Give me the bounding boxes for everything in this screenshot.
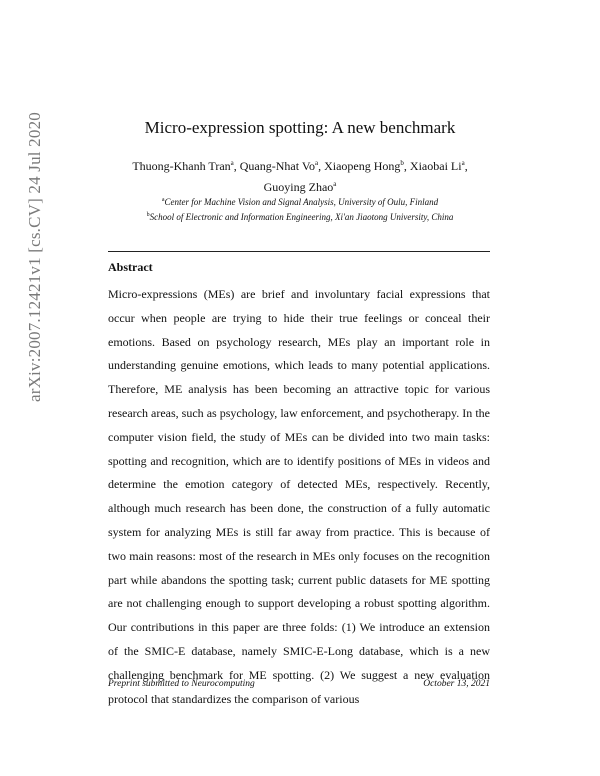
divider (108, 251, 490, 252)
author-name: Xiaopeng Hong (324, 159, 401, 173)
affiliation-mark: a (230, 159, 234, 167)
author-name: Xiaobai Li (409, 159, 462, 173)
arxiv-sidebar (12, 112, 44, 592)
affiliation-mark: a (461, 159, 465, 167)
footer-date: October 13, 2021 (423, 679, 490, 689)
affiliation-mark: b (146, 212, 150, 218)
author-name: Thuong-Khanh Tran (132, 159, 231, 173)
author-list: Thuong-Khanh Tran$^a$, Quang-Nhat Vo$^a$, Xiaopeng Hong$^b$, Xiaobai Li$^a$, Guoying Zhao$^a$ (132, 159, 468, 194)
author-name: Guoying Zhao (263, 180, 334, 194)
author-name: Quang-Nhat Vo (239, 159, 315, 173)
affiliation-text: School of Electronic and Information Engineering, Xi'an Jiaotong University, China (149, 212, 454, 222)
affiliation (60, 209, 540, 224)
affiliation-list (60, 194, 540, 224)
footer-submission: Preprint submitted to Neurocomputing (108, 679, 255, 689)
arxiv-identifier: arXiv:2007.12421v1 [cs.CV] 24 Jul 2020 (25, 112, 44, 402)
paper-title: Micro-expression spotting: A new benchmark (144, 118, 456, 137)
abstract-text: Micro-expressions (MEs) are brief and involuntary facial expressions that occur when people are trying to hide their true feelings or conceal their emotions. Based on psychology research, MEs play an important role in understanding genuine emotions, which leads to many potential applications. Therefore, ME analysis has been becoming an attractive topic for various research areas, such as psychology, law enforcement, and psychotherapy. In the computer vision field, the study of MEs can be divided into two main tasks: spotting and recognition, which are to identify positions of MEs in videos and determine the emotion category of detected MEs, respectively. Recently, although much research has been done, the construction of a fully automatic system for analyzing MEs is still far away from practice. This is because of two main reasons: most of the research in MEs only focuses on the recognition part while abandons the spotting task; current public datasets for ME spotting are not challenging enough to support developing a robust spotting algorithm. Our contributions in this paper are three folds: (1) We introduce an extension of the SMIC-E database, namely SMIC-E-Long database, which is a new challenging benchmark for ME spotting. (2) We suggest a new evaluation protocol that standardizes the comparison of various (108, 287, 490, 706)
abstract-heading: Abstract (108, 260, 153, 274)
affiliation-mark: b (400, 159, 404, 167)
affiliation-mark: a (161, 197, 165, 203)
affiliation (60, 194, 540, 209)
affiliation-text: Center for Machine Vision and Signal Analysis, University of Oulu, Finland (164, 197, 439, 207)
affiliation-mark: a (314, 159, 319, 167)
affiliation-mark: a (333, 180, 337, 188)
